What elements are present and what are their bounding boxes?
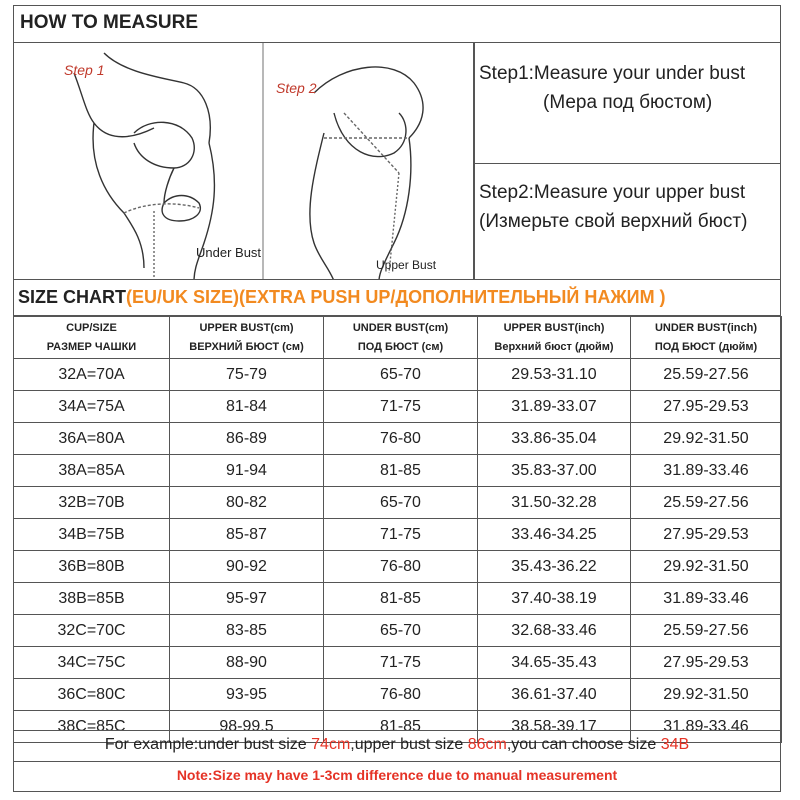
under-bust-inch-cell: 27.95-29.53 [631, 391, 782, 423]
step1-label: Step 1 [64, 62, 105, 78]
upper-bust-cm-cell: 93-95 [170, 679, 324, 711]
upper-bust-inch-cell: 36.61-37.40 [478, 679, 631, 711]
under-bust-inch-cell: 27.95-29.53 [631, 519, 782, 551]
example-size-value: 34B [660, 736, 690, 753]
upper-bust-inch-cell: 35.83-37.00 [478, 455, 631, 487]
under-bust-inch-cell: 25.59-27.56 [631, 487, 782, 519]
size-chart-header-row [14, 317, 782, 359]
upper-bust-cm-cell: 83-85 [170, 615, 324, 647]
example-text-2: ,upper bust size [350, 736, 468, 753]
upper-bust-inch-cell: 37.40-38.19 [478, 583, 631, 615]
example-upper-value: 86cm [467, 736, 507, 753]
under-bust-cm-cell: 76-80 [324, 423, 478, 455]
under-bust-cm-cell: 81-85 [324, 711, 478, 743]
cup-size-cell: 32B=70B [14, 487, 170, 519]
step2-figure [310, 67, 423, 280]
step2-label: Step 2 [276, 80, 317, 96]
upper-bust-cm-cell: 88-90 [170, 647, 324, 679]
under-bust-inch-cell: 25.59-27.56 [631, 615, 782, 647]
upper-bust-inch-cell: 31.89-33.07 [478, 391, 631, 423]
cup-size-cell: 32A=70A [14, 359, 170, 391]
upper-bust-cm-cell: 98-99.5 [170, 711, 324, 743]
header-upper-bust-cm: UPPER BUST(cm) ВЕРХНИЙ БЮСТ (см) [170, 317, 324, 359]
under-bust-inch-cell: 27.95-29.53 [631, 647, 782, 679]
cup-size-cell: 36B=80B [14, 551, 170, 583]
upper-bust-cm-cell: 75-79 [170, 359, 324, 391]
table-row [14, 551, 782, 583]
upper-bust-inch-cell: 38.58-39.17 [478, 711, 631, 743]
table-row [14, 423, 782, 455]
table-row [14, 487, 782, 519]
cup-size-cell: 34A=75A [14, 391, 170, 423]
under-bust-cm-cell: 71-75 [324, 391, 478, 423]
upper-bust-inch-cell: 34.65-35.43 [478, 647, 631, 679]
under-bust-cm-cell: 81-85 [324, 583, 478, 615]
under-bust-cm-cell: 76-80 [324, 679, 478, 711]
cup-size-cell: 36A=80A [14, 423, 170, 455]
example-text-1: For example:under bust size [104, 736, 312, 753]
cup-size-cell: 34C=75C [14, 647, 170, 679]
example-under-value: 74cm [311, 736, 351, 753]
under-bust-inch-cell: 31.89-33.46 [631, 455, 782, 487]
size-chart-title [13, 280, 781, 316]
under-bust-cm-cell: 71-75 [324, 647, 478, 679]
table-row [14, 455, 782, 487]
under-bust-inch-cell: 31.89-33.46 [631, 583, 782, 615]
step1-figure [74, 53, 214, 280]
under-bust-inch-cell: 31.89-33.46 [631, 711, 782, 743]
under-bust-cm-cell: 65-70 [324, 487, 478, 519]
upper-bust-inch-cell: 33.86-35.04 [478, 423, 631, 455]
upper-bust-inch-cell: 29.53-31.10 [478, 359, 631, 391]
cup-size-cell: 32C=70C [14, 615, 170, 647]
table-row [14, 679, 782, 711]
upper-bust-cm-cell: 85-87 [170, 519, 324, 551]
upper-bust-inch-cell: 33.46-34.25 [478, 519, 631, 551]
header-under-bust-inch: UNDER BUST(inch) ПОД БЮСТ (дюйм) [631, 317, 782, 359]
size-chart-title-subtitle: (EU/UK SIZE)(EXTRA PUSH UP/ДОПОЛНИТЕЛЬНЫЙ НАЖИМ ) [126, 287, 666, 307]
example-text-3: ,you can choose size [506, 736, 661, 753]
size-chart-table [13, 316, 782, 743]
measurement-note: Note:Size may have 1-3cm difference due to manual measurement [13, 762, 781, 792]
under-bust-cm-cell: 76-80 [324, 551, 478, 583]
under-bust-cm-cell: 81-85 [324, 455, 478, 487]
step1-russian-text: (Мера под бюстом) [543, 92, 713, 113]
step2-text: Step2:Measure your upper bust (Измерьте свой верхний бюст) [479, 182, 748, 232]
size-example [13, 730, 781, 762]
header-upper-bust-inch: UPPER BUST(inch) Верхний бюст (дюйм) [478, 317, 631, 359]
cup-size-cell: 38B=85B [14, 583, 170, 615]
table-row [14, 519, 782, 551]
header-under-bust-cm: UNDER BUST(cm) ПОД БЮСТ (см) [324, 317, 478, 359]
cup-size-cell: 38C=85C [14, 711, 170, 743]
cup-size-cell: 36C=80C [14, 679, 170, 711]
under-bust-caption: Under Bust [196, 245, 262, 260]
upper-bust-inch-cell: 32.68-33.46 [478, 615, 631, 647]
under-bust-inch-cell: 29.92-31.50 [631, 423, 782, 455]
cup-size-cell: 38A=85A [14, 455, 170, 487]
table-row [14, 647, 782, 679]
upper-bust-caption: Upper Bust [376, 258, 437, 272]
step1-instruction [474, 42, 781, 164]
upper-bust-cm-cell: 81-84 [170, 391, 324, 423]
table-row [14, 391, 782, 423]
under-bust-cm-cell: 71-75 [324, 519, 478, 551]
under-bust-inch-cell: 29.92-31.50 [631, 551, 782, 583]
upper-bust-cm-cell: 80-82 [170, 487, 324, 519]
header-cup-size: CUP/SIZE РАЗМЕР ЧАШКИ [14, 317, 170, 359]
upper-bust-cm-cell: 86-89 [170, 423, 324, 455]
how-to-measure-header: HOW TO MEASURE [13, 5, 781, 42]
step1-text: Step1:Measure your under bust [479, 63, 746, 84]
table-row [14, 615, 782, 647]
bust-measure-drawing [14, 43, 474, 280]
measure-illustration [13, 42, 474, 280]
cup-size-cell: 34B=75B [14, 519, 170, 551]
under-bust-inch-cell: 25.59-27.56 [631, 359, 782, 391]
upper-bust-inch-cell: 35.43-36.22 [478, 551, 631, 583]
under-bust-cm-cell: 65-70 [324, 615, 478, 647]
upper-bust-inch-cell: 31.50-32.28 [478, 487, 631, 519]
size-chart-title-main: SIZE CHART [18, 287, 126, 307]
upper-bust-cm-cell: 91-94 [170, 455, 324, 487]
upper-bust-cm-cell: 90-92 [170, 551, 324, 583]
table-row [14, 583, 782, 615]
under-bust-cm-cell: 65-70 [324, 359, 478, 391]
upper-bust-cm-cell: 95-97 [170, 583, 324, 615]
under-bust-inch-cell: 29.92-31.50 [631, 679, 782, 711]
step2-instruction [474, 163, 781, 280]
table-row [14, 359, 782, 391]
